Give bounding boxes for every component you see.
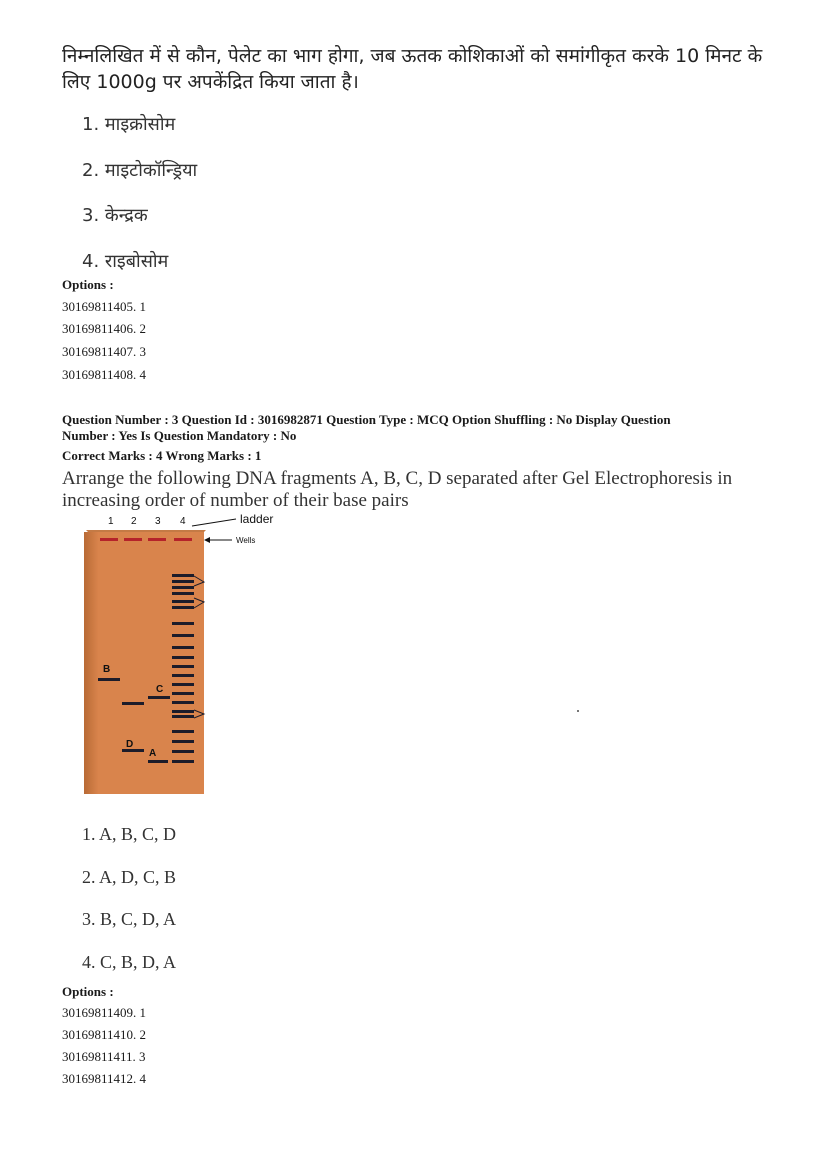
question-3-marks: Correct Marks : 4 Wrong Marks : 1 [62, 448, 262, 463]
question-2-option-id-4: 30169811408. 4 [62, 367, 147, 382]
ladder-band [172, 646, 194, 649]
ladder-band [172, 600, 194, 603]
well-1 [100, 538, 118, 541]
ladder-band [172, 710, 194, 713]
ladder-band [172, 574, 194, 577]
band-label-a: A [149, 748, 157, 759]
lane-label-1: 1 [108, 516, 114, 527]
ladder-band [172, 622, 194, 625]
question-2-option-id-1: 30169811405. 1 [62, 299, 147, 314]
question-2-option-id-2: 30169811406. 2 [62, 321, 147, 336]
question-3-option-id-2: 30169811410. 2 [62, 1027, 147, 1042]
wells-pointer-arrow [204, 537, 210, 543]
question-3-choice-1: 1. A, B, C, D [82, 824, 177, 844]
question-2-choice-2: 2. माइटोकॉन्ड्रिया [82, 160, 198, 181]
question-2-text-line-2: लिए 1000g पर अपकेंद्रित किया जाता है। [62, 71, 359, 93]
stray-mark [577, 710, 579, 712]
band-unlabeled [122, 702, 144, 705]
ladder-band [172, 592, 194, 595]
ladder-band [172, 730, 194, 733]
band-label-b: B [103, 664, 111, 675]
ladder-band [172, 586, 194, 589]
well-4 [174, 538, 192, 541]
ladder-band [172, 760, 194, 763]
ladder-band [172, 740, 194, 743]
question-2-choice-4: 4. राइबोसोम [82, 251, 169, 272]
question-3-choice-3: 3. B, C, D, A [82, 909, 177, 929]
band-c [148, 696, 170, 699]
ladder-label: ladder [240, 512, 274, 526]
ladder-band [172, 656, 194, 659]
question-2-option-id-3: 30169811407. 3 [62, 344, 147, 359]
ladder-band [172, 715, 194, 718]
band-label-d: D [126, 739, 134, 750]
well-2 [124, 538, 142, 541]
question-2-text-line-1: निम्नलिखित में से कौन, पेलेट का भाग होगा, जब ऊतक कोशिकाओं को समांगीकृत करके 10 मिनट के [62, 45, 763, 67]
ladder-band [172, 701, 194, 704]
question-3-option-id-1: 30169811409. 1 [62, 1005, 147, 1020]
question-3-option-id-3: 30169811411. 3 [62, 1049, 146, 1064]
ladder-band [172, 692, 194, 695]
question-3-choice-4: 4. C, B, D, A [82, 952, 177, 972]
gel-electrophoresis-figure [80, 510, 300, 800]
question-3-meta-line-1: Question Number : 3 Question Id : 3016982871 Question Type : MCQ Option Shuffling : No Display Question [62, 412, 671, 427]
ladder-band [172, 674, 194, 677]
question-3-text-line-1: Arrange the following DNA fragments A, B, C, D separated after Gel Electrophoresis in [62, 468, 733, 489]
well-3 [148, 538, 166, 541]
band-a [148, 760, 168, 763]
band-label-c: C [156, 684, 164, 695]
question-2-choice-3: 3. केन्द्रक [82, 205, 148, 226]
lane-label-2: 2 [131, 516, 137, 527]
gel-slab [84, 532, 204, 794]
band-b [98, 678, 120, 681]
ladder-band [172, 665, 194, 668]
ladder-band [172, 683, 194, 686]
ladder-band [172, 750, 194, 753]
question-3-choice-2: 2. A, D, C, B [82, 867, 177, 887]
question-2-options-label: Options : [62, 277, 114, 292]
wells-label: Wells [236, 536, 256, 545]
ladder-band [172, 634, 194, 637]
ladder-band [172, 606, 194, 609]
question-3-meta-line-2: Number : Yes Is Question Mandatory : No [62, 428, 297, 443]
ladder-band [172, 580, 194, 583]
question-2-choice-1: 1. माइक्रोसोम [82, 114, 176, 135]
question-3-option-id-4: 30169811412. 4 [62, 1071, 147, 1086]
lane-label-3: 3 [155, 516, 161, 527]
ladder-pointer-line [192, 519, 236, 526]
question-3-text-line-2: increasing order of number of their base pairs [62, 490, 409, 511]
question-3-options-label: Options : [62, 984, 114, 999]
lane-label-4: 4 [180, 516, 186, 527]
